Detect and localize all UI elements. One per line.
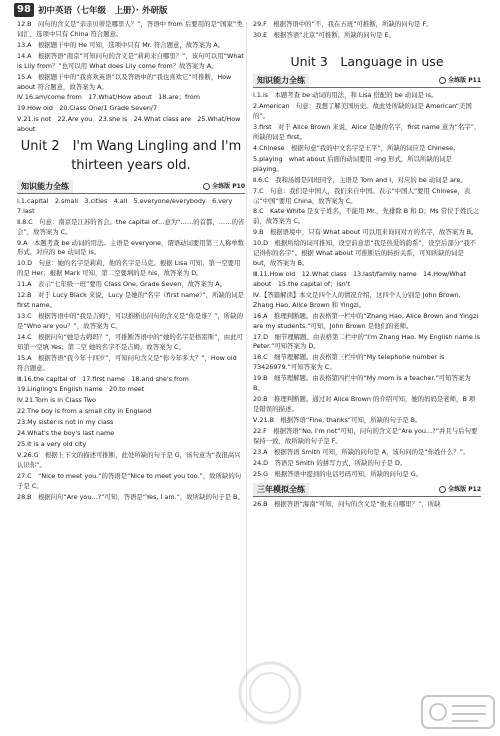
- left-entries: [17, 197, 245, 503]
- answer-entry: 23.My sister is not in my class: [17, 418, 114, 427]
- answer-entry: Ⅲ.16.the capital of 17.first name 18.and she's from: [17, 374, 189, 383]
- unit-2-title: Unit 2 I'm Wang Lingling and I'm thirteen years old.: [20, 139, 242, 173]
- answer-entry: 12.B 问句的含义是“亲亲贝蒂是哪里人？”，答语中 from 后要用的是“国家”类词汇，选项中只有 China 符合题意。: [17, 20, 243, 38]
- answer-entry: 19.Lingling's English name 20.to meet: [17, 385, 145, 394]
- answer-entry: Ⅴ.21.B 根据答语“Fine, thanks”可知，所缺的句子是 B。: [253, 415, 422, 424]
- unit-3-title: Unit 3 Language in use: [290, 53, 444, 69]
- answer-entry: 22.F 根据答语“No, I'm not”可知，问句的含义是“Are you…?”并且与后句要保持一致，故所缺的句子是 F。: [253, 426, 478, 445]
- answer-entry: Ⅱ.8.C 句意：南京是江苏的省会。the capital of…意为“……的首都，……的省会”，故答案为 C。: [17, 217, 245, 236]
- page-number: 98: [14, 3, 34, 17]
- section-ref-text: 全练版 P10: [212, 182, 245, 190]
- answer-entry: Ⅴ.26.G 根据上下文的描述可推断，此处所缺的句子是 G，该句意为“我很高兴认识你”。: [17, 450, 241, 469]
- left-top-entries: [17, 20, 245, 135]
- right-column: [253, 20, 481, 728]
- answer-entry: Ⅰ.1.is 本题考查 be 动词的用法，和 Lisa 搭配的 be 动词是 is。: [253, 91, 438, 100]
- section-name: 知识能力全练: [253, 74, 309, 87]
- answer-entry: 13.C 根据答语中的“我是吉姆”，可以推断出问句的含义是“你是谁？”，所缺的是“Who are you？”，故答案为 C。: [17, 311, 243, 330]
- answer-entry: 13.A 根据题干中的 He 可知，选项中只有 Mr. 符合题意，故答案为 A。: [17, 40, 225, 49]
- right-bottom-entries: [253, 500, 481, 510]
- answer-entry: 16.A 推理判断题。由表格第一栏中的“Zhang Hao, Alice Brown and Yingzi are my students.”可知，John Brown 是他们的老师。: [253, 311, 479, 330]
- answer-entry: 4.Chinese 根据句意“我的中文名字是王平”，所缺的词应是 Chinese。: [253, 143, 460, 152]
- book-icon: [439, 486, 446, 493]
- column-divider: [246, 22, 247, 722]
- section-bar-right: [253, 74, 481, 88]
- answer-entry: 22.The boy is from a small city in England: [17, 407, 152, 416]
- answer-entry: Ⅱ.6.C 我和汤姆是同班同学，主语是 Tom and I，对应的 be 动词是 are。: [253, 175, 467, 184]
- answer-entry: 15.A 根据题干中的“我喜欢英语”以及答语中的“我也喜欢它”可推断，How about 符合题意，故答案为 A。: [17, 72, 232, 91]
- answer-entry: 24.D 答语是 Smith 的拼写方式，所缺的句子是 D。: [253, 458, 407, 467]
- answer-entry: 27.C “Nice to meet you.”的答语是“Nice to meet you too.”，故所缺的句子是 C。: [17, 471, 242, 490]
- answer-entry: 3.first 对于 Alice Brown 来说，Alice 是她的名字，first name 意为“名字”，所缺的词是 first。: [253, 123, 481, 142]
- book-icon: [203, 183, 210, 190]
- answer-entry: 7.C 句意：我们是中国人，我们来自中国。表示“中国人”要用 Chinese，表示“中国”要用 China，故答案为 C。: [253, 186, 471, 205]
- answer-entry: 28.B 根据问句“Are you…?”可知，答语是“Yes, I am.”，故所缺的句子是 B。: [17, 492, 244, 501]
- answer-entry: 14.C 根据问句“她是古姆吗？”，可推断答语中的“她的名字是格雷斯”，由此可知第一空填 Yes；第二空 她的名字不是吉姆，故答案为 C。: [17, 332, 243, 351]
- section-ref: [439, 76, 481, 85]
- site-logo-icon: [420, 692, 496, 732]
- section-ref-text: 全练版 P11: [448, 77, 481, 85]
- answer-entry: Ⅴ.21.is not 22.Are you 23.she is 24.What class are 25.What/How about: [17, 115, 241, 134]
- answer-entry: 25.It is a very old city: [17, 440, 87, 449]
- answer-entry: 23.A 根据答语 Smith 可知，所缺的问句是 A，该句问的是“你姓什么？”。: [253, 447, 470, 456]
- section-ref: [439, 485, 481, 494]
- answer-entry: 25.G 根据答语中提到的电话号码可知，所缺的问句是 G。: [253, 469, 423, 478]
- answer-entry: Ⅰ.1.capital 2.small 3.cities 4.all 5.everyone/everybody 6.very 7.last: [17, 196, 239, 215]
- answer-entry: 17.D 细节理解题。由表格第二栏中的“I'm Zhang Hao. My English name is Peter.”可知答案为 D。: [253, 332, 480, 351]
- right-entries: [253, 91, 481, 479]
- answer-entry: 11.A 表示“七年级一班”要用 Class One, Grade Seven，故答案为 A。: [17, 280, 227, 289]
- page-header: [0, 0, 500, 20]
- answer-entry: 12.B 对于 Lucy Black 来说，Lucy 是她的“名字（first name）”，所缺的词是 first name。: [17, 291, 245, 310]
- answer-entry: 5.playing what about 后面的动词要用 -ing 形式，所以所缺的词是 playing。: [253, 154, 452, 173]
- answer-entry: 26.B 根据答语“海南”可知，问句的含义是“他来自哪里？”，所缺: [253, 500, 441, 509]
- book-title: 初中英语（七年级 上册）· 外研版: [38, 6, 168, 16]
- answer-entry: Ⅲ.11.How old 12.What class 13.last/family name 14.How/What about 15.the capital of；isn't: [253, 270, 467, 288]
- answer-entry: 19.B 细节理解题。由表格第四栏中的“My mom is a teacher.”可知答案为 B。: [253, 374, 471, 393]
- section-name: 三年模拟全练: [253, 483, 309, 496]
- section-ref-text: 全练版 P12: [448, 486, 481, 494]
- answer-entry: Ⅳ.【答篇解读】本文是四个人的情况介绍，这四个人分别是 John Brown, Zhang Hao, Alice Brown 和 Yingzi。: [253, 290, 461, 309]
- section-bar-right-2: [253, 483, 481, 497]
- answer-entry: 29.F 根据答语中的“不，我在五班”可推断，所缺的问句是 F。: [253, 20, 433, 28]
- answer-entry: 19.How old 20.Class One/1 Grade Seven/7: [17, 104, 158, 113]
- section-bar-left: [17, 180, 245, 194]
- answer-entry: 9.B 根据语境中，只有 What about 可以用来询问对方的名字，故答案为 B。: [253, 228, 478, 237]
- answer-entry: 24.What's the boy's last name: [17, 429, 115, 438]
- section-ref: [203, 182, 245, 191]
- left-column: [17, 20, 245, 728]
- answer-entry: 10.D 句意：她的名字是莉莉，他的名字是马克。根据 Lisa 可知，第一空要用的是 Her；根据 Mark 可知，第二空要填的是 his，故答案为 D。: [17, 259, 241, 278]
- answer-entry: 20.B 推理判断题。通过对 Alice Brown 的介绍可知，她的妈妈是老师，B 项是错误的描述。: [253, 395, 476, 413]
- answer-entry: 15.A 根据答语“我今年十四岁”，可知问句含义是“你今年多大？”，How old 符合题意。: [17, 353, 237, 372]
- answer-entry: 8.C Kate White 是女子姓名，不能用 Mr.，先排除 B 和 D；Ms 常位于姓氏之前，故答案为 C。: [253, 207, 480, 226]
- answer-entry: 9.A 本题考查 be 动词的用法。主语是 everyone，谓语动词要用第三人称单数形式，对应的 be 动词是 is。: [17, 238, 245, 257]
- section-name: 知识能力全练: [17, 180, 73, 193]
- answer-entry: 30.E 根据答语“北京”可推断，所缺的问句是 E。: [253, 30, 395, 39]
- answer-entry: Ⅳ.21.Tom is in Class Two: [17, 396, 96, 405]
- answer-entry: 14.A 根据答语“南京”可知问句的含义是“莉莉来自哪里？”，该句可以用“What is Lily from？”也可以用 What does Lily come from？故答案为 A。: [17, 51, 244, 70]
- book-icon: [439, 77, 446, 84]
- answer-entry: 18.C 细节理解题。由表格第三栏中的“My telephone number is 73426979.”可知答案为 C。: [253, 353, 445, 372]
- answer-entry: 10.D 根据所给的词可推知，设空前意思“我是热爱的韵系”，设空后部分“我不记得你的名字”。根据 What about 可推断后的转折关系，可知所缺的词是 but，故答案为 B。: [253, 239, 477, 268]
- answer-entry: 2.American 句意：我想了解美国历史。故此处所缺的词是 American“美国的”。: [253, 102, 472, 121]
- answer-entry: Ⅳ.16.am/come from 17.What/How about 18.are；from: [17, 93, 200, 102]
- right-top-entries: [253, 20, 481, 41]
